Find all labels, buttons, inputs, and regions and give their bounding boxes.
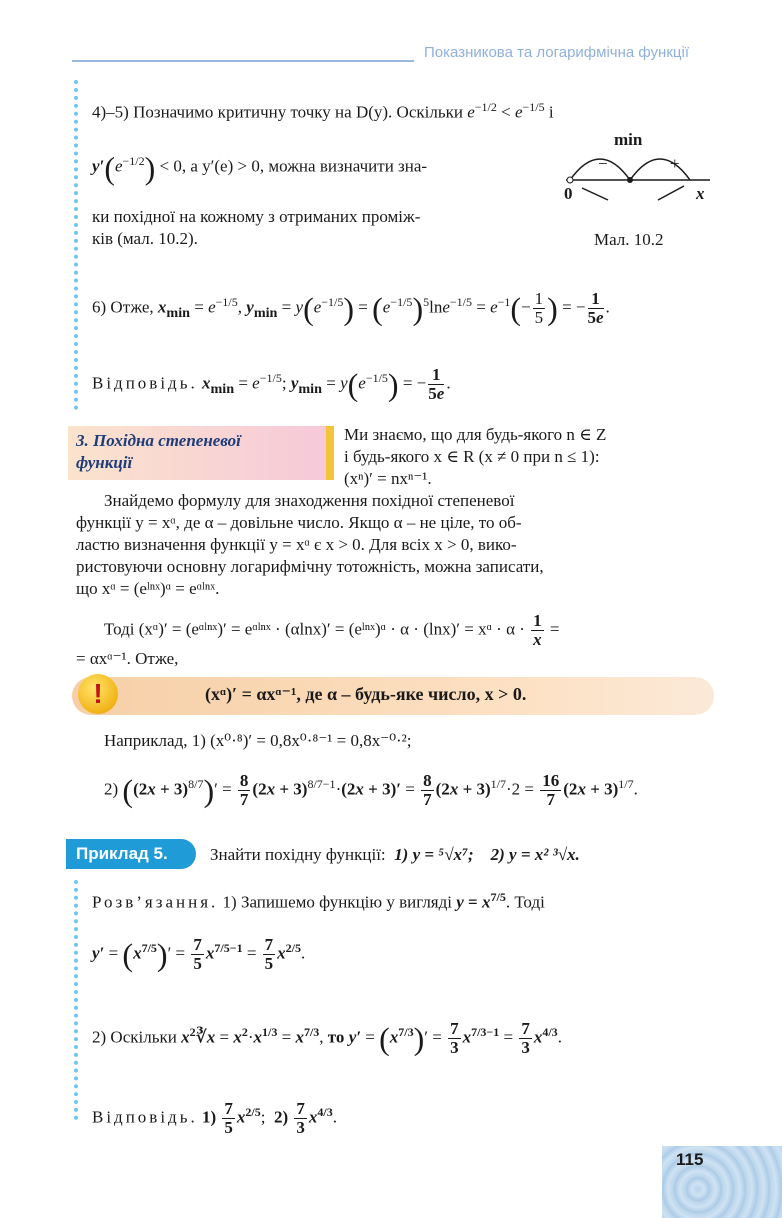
figure-caption: Мал. 10.2 [594,230,664,249]
figure-x-label: x [696,184,705,203]
body-line4: ристовуючи основну логарифмічну тотожність, можна записати, [76,557,544,576]
example-5-tag: Приклад 5. [66,839,196,869]
margin-dots-top [74,80,82,410]
running-header: Показникова та логарифмічна функції [424,44,689,61]
body-line2: функції y = xᵅ, де α – довільне число. Якщо α – не ціле, то об- [76,513,522,532]
body-line1: Знайдемо формулу для знаходження похідної степеневої [104,491,515,510]
example-line1: Наприклад, 1) (x⁰·⁸)′ = 0,8x⁰·⁸⁻¹ = 0,8x⁻⁰·²; [104,731,412,750]
solution-line1: Розв’язання. 1) Запишемо функцію у вигляді $y = x^{7/5}$. Тоді [92,890,545,912]
exclamation-icon: ! [78,674,118,714]
answer2-formula: Відповідь. 1) $\frac{7}{5}$ $x^{2/5}$; 2) $\frac{7}{3}$ $x^{4/3}$. [92,1099,337,1137]
section-heading-bar [326,426,334,480]
section-side-line2: і будь-якого x ∈ R (x ≠ 0 при n ≤ 1): [344,447,600,466]
para45-line1: 4)–5) Позначимо критичну точку на D(y). Оскільки $e^{-1/2} < e^{-1/5}$ і [92,100,554,122]
figure-plus-sign: + [670,154,680,173]
header-rule [72,60,414,62]
section-title: 3. Похідна степеневої функції [76,431,241,472]
margin-dots-bottom [74,880,82,1120]
example-5-task: Знайти похідну функції: 1) y = ⁵√x⁷; 2) y = x² ³√x. [210,845,580,864]
body-line3: ластю визначення функції y = xᵅ є x > 0. Для всіх x > 0, вико- [76,535,517,554]
para6-formula: 6) Отже, $x_{min} = e^{-1/5}$, $y_{min} = y(e^{-1/5}) = (e^{-1/5})^5\ln e^{-1/5} = e^{-1}(-$ $\frac{1}{5}$ ) = − $\frac{1}{5e}$ . [92,289,610,327]
power-rule-formula: (xᵅ)′ = αxᵅ⁻¹, де α – будь-яке число, x > 0. [205,684,527,704]
example-line2: 2) $((2x + 3)^{8/7})'$ = $\frac{8}{7}$ $(2x + 3)^{8/7-1}\cdot(2x + 3)'$ = $\frac{8}{7}$ $(2x + 3)^{1/7}\cdot 2$ = $\frac{16}{7}$ $(2x + 3)^{1/7}$. [104,771,638,809]
para45-line4: ків (мал. 10.2). [92,229,198,248]
body-line5: що xᵅ = (eˡⁿˣ)ᵅ = eᵅˡⁿˣ. [76,579,220,598]
page-number: 115 [676,1150,704,1169]
para45-line3: ки похідної на кожному з отриманих проміж- [92,207,421,226]
solution-formula1: $y' = (x^{7/5})'$ = $\frac{7}{5}$ $x^{7/5-1}$ = $\frac{7}{5}$ $x^{2/5}$. [92,935,306,973]
solution-formula2: 2) Оскільки $x^2∛x = x^2\cdot x^{1/3} = x^{7/3}$, то $y' = (x^{7/3})'$ = $\frac{7}{3}$ $x^{7/3-1}$ = $\frac{7}{3}$ $x^{4/3}$. [92,1019,562,1057]
figure-min-label: min [614,130,643,149]
body-line7: = αxᵅ⁻¹. Отже, [76,649,179,668]
para45-line2: $y'(e^{-1/2}) < 0$, а y′(e) > 0, можна визначити зна- [92,149,428,186]
section-side-line3: (xⁿ)′ = nxⁿ⁻¹. [344,469,432,488]
figure-minus-sign: − [598,154,608,173]
answer1-formula: Відповідь. $x_{min} = e^{-1/5}$; $y_{min} = y(e^{-1/5})$ = − $\frac{1}{5e}$ . [92,365,451,403]
section-side-line1: Ми знаємо, що для будь-якого n ∈ Z [344,425,607,444]
figure-zero-label: 0 [564,184,573,203]
body-line6: Тоді (xᵅ)′ = (eᵅˡⁿˣ)′ = eᵅˡⁿˣ · (αlnx)′ = (eˡⁿˣ)ᵅ · α · (lnx)′ = xᵅ · α · $\frac{1}{x}$ = [104,611,560,649]
